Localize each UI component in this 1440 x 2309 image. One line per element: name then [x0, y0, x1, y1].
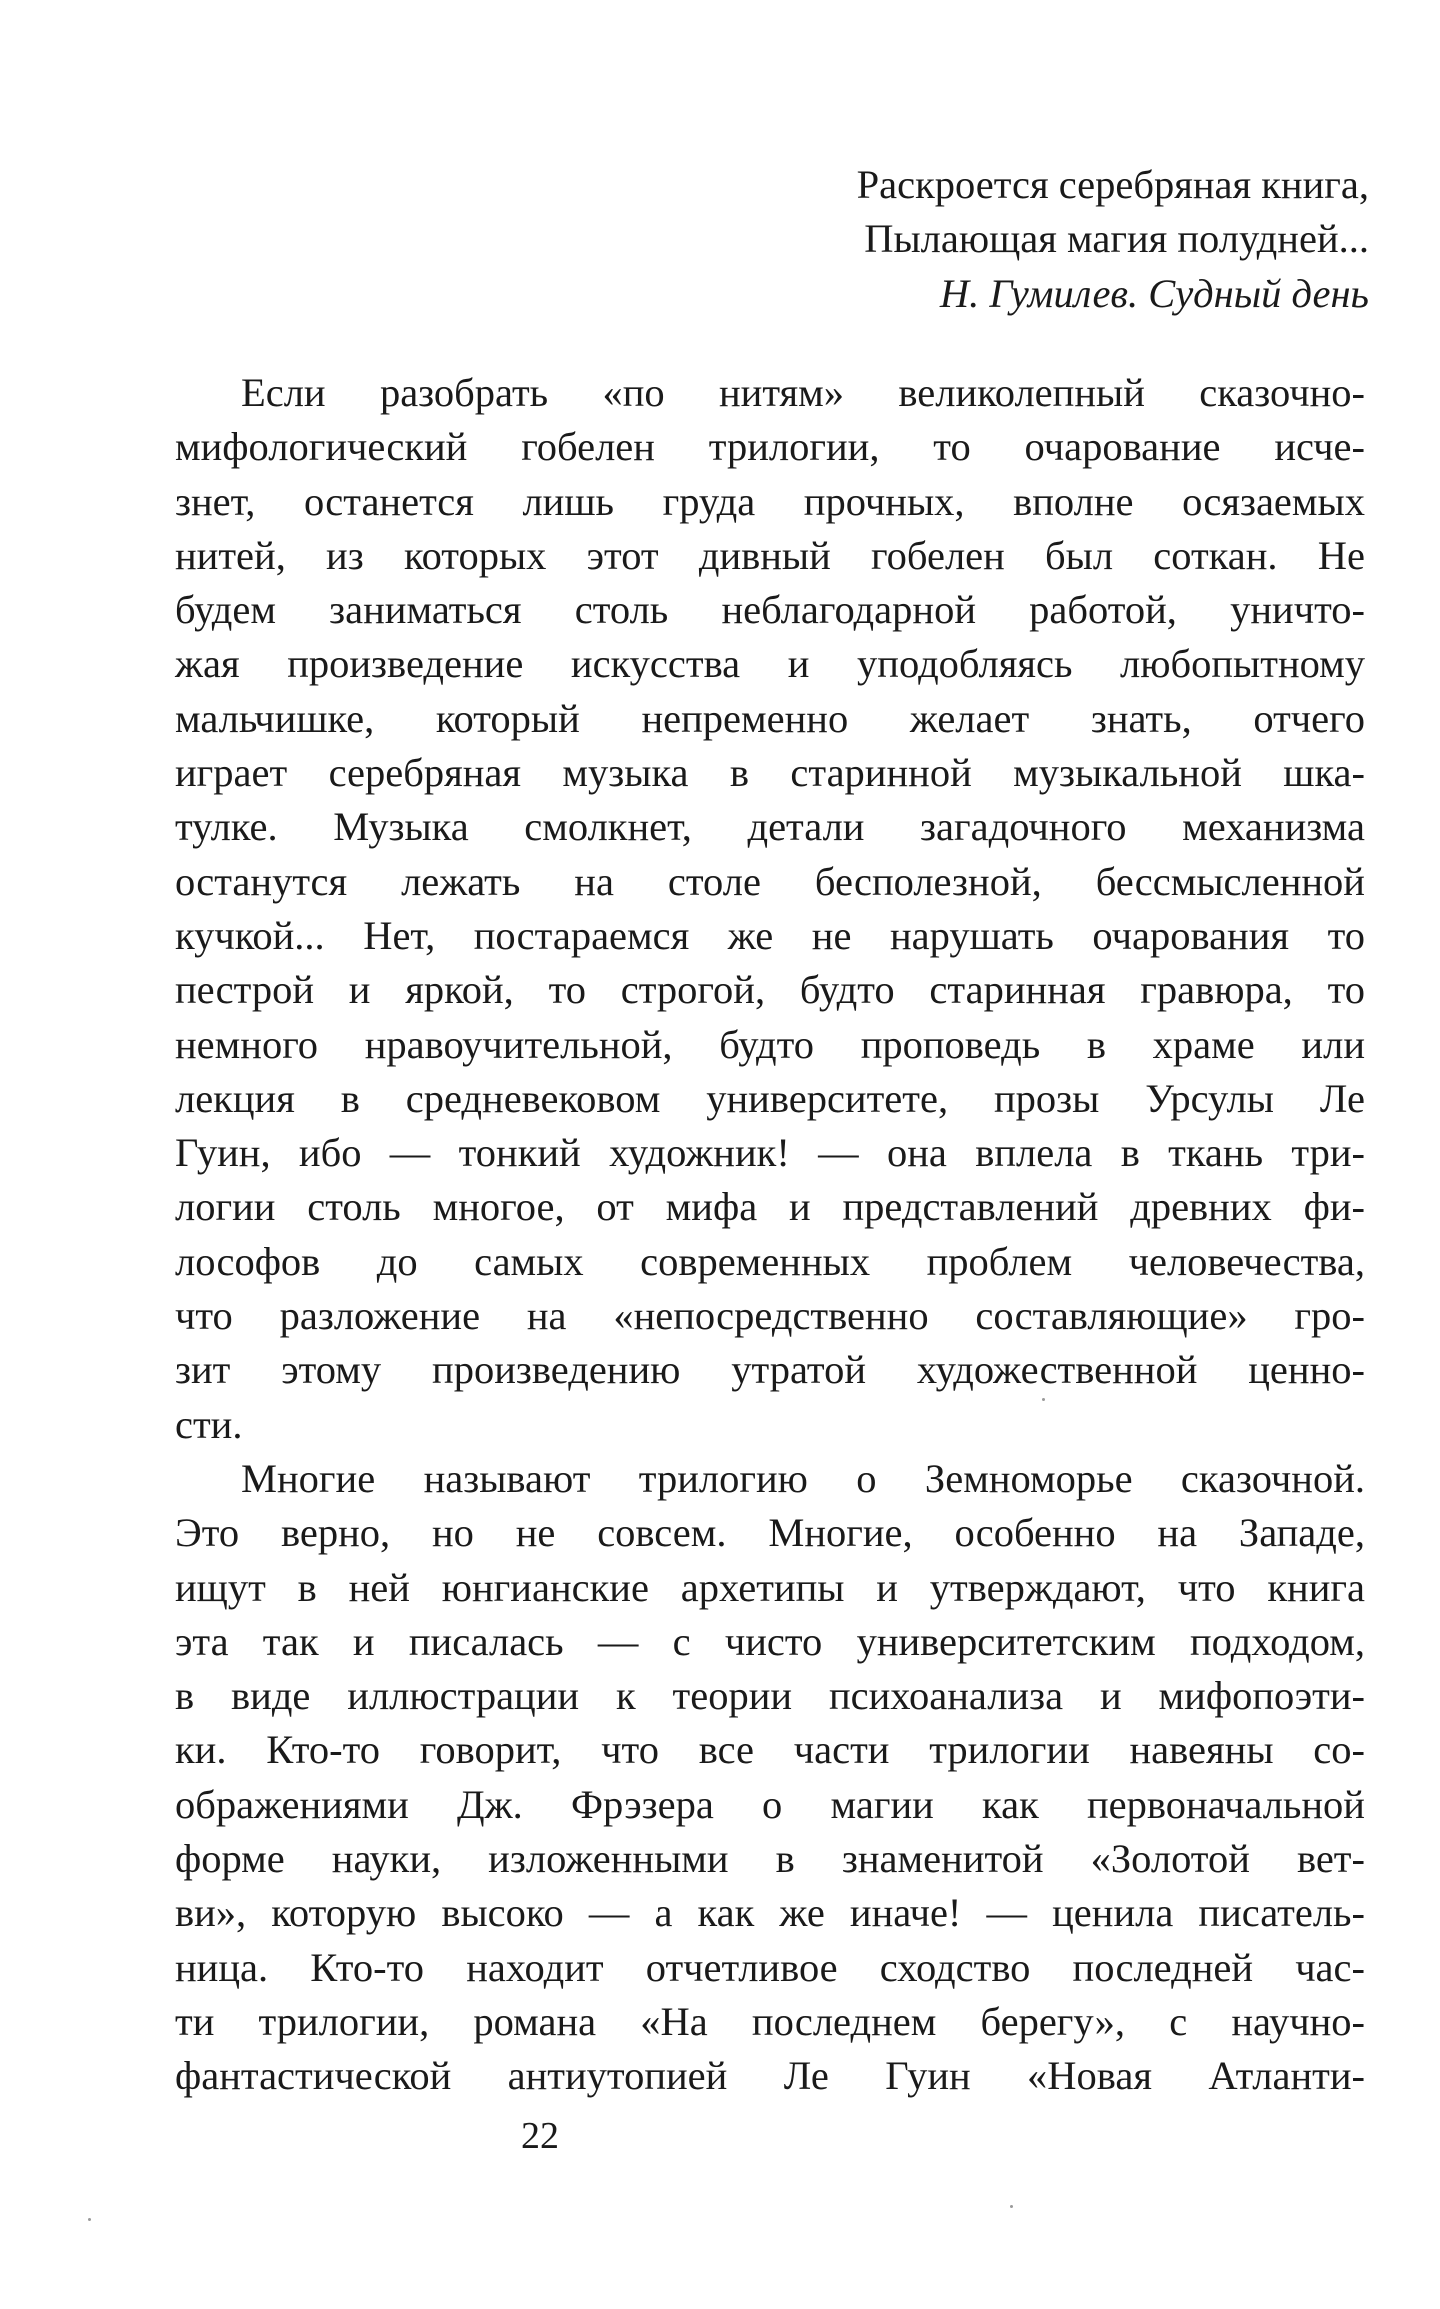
scan-speck — [1010, 2205, 1013, 2208]
epigraph-line-1: Раскроется серебряная книга, — [856, 162, 1369, 207]
text-line: кучкой... Нет, постараемся же не нарушать очарования то — [175, 912, 1365, 958]
text-line: ки. Кто-то говорит, что все части трилогии навеяны со- — [175, 1727, 1365, 1773]
text-line: мальчишке, который непременно желает знать, отчего — [175, 695, 1365, 741]
text-line: останутся лежать на столе бесполезной, бессмысленной — [175, 858, 1365, 904]
paragraph-1 — [175, 366, 1365, 1452]
text-line: мифологический гобелен трилогии, то очарование исче- — [175, 424, 1365, 470]
text-line: в виде иллюстрации к теории психоанализа и мифопоэти- — [175, 1673, 1365, 1719]
text-line: ищут в ней юнгианские архетипы и утверждают, что книга — [175, 1564, 1365, 1610]
text-line: ти трилогии, романа «На последнем берегу», с научно- — [175, 1998, 1365, 2044]
text-line: логии столь многое, от мифа и представлений древних фи- — [175, 1184, 1365, 1230]
text-line: что разложение на «непосредственно составляющие» гро- — [175, 1293, 1365, 1339]
text-line: Если разобрать «по нитям» великолепный сказочно- — [241, 370, 1365, 415]
text-line: ображениями Дж. Фрэзера о магии как первоначальной — [175, 1781, 1365, 1827]
text-line: будем заниматься столь неблагодарной работой, уничто- — [175, 587, 1365, 633]
text-line: немного нравоучительной, будто проповедь в храме или — [175, 1021, 1365, 1067]
text-line: эта так и писалась — с чисто университетским подходом, — [175, 1618, 1365, 1664]
text-line: тулке. Музыка смолкнет, детали загадочного механизма — [175, 804, 1365, 850]
text-line: пестрой и яркой, то строгой, будто старинная гравюра, то — [175, 967, 1365, 1013]
epigraph-source: Н. Гумилев. Судный день — [939, 270, 1369, 316]
epigraph — [857, 158, 1369, 321]
text-line: зит этому произведению утратой художественной ценно- — [175, 1347, 1365, 1393]
text-line: знет, останется лишь груда прочных, вполне осязаемых — [175, 478, 1365, 524]
text-line: ви», которую высоко — а как же иначе! — ценила писатель- — [175, 1890, 1365, 1936]
paragraph-2 — [175, 1452, 1365, 2104]
scan-speck — [88, 2218, 91, 2221]
page-number: 22 — [521, 2115, 559, 2157]
text-line: сти. — [175, 1401, 243, 1447]
text-line: лософов до самых современных проблем человечества, — [175, 1238, 1365, 1284]
text-line: Это верно, но не совсем. Многие, особенно на Западе, — [175, 1510, 1365, 1556]
text-line: фантастической антиутопией Ле Гуин «Новая Атланти- — [175, 2053, 1365, 2099]
body-text — [175, 366, 1365, 2104]
text-line: Гуин, ибо — тонкий художник! — она вплела в ткань три- — [175, 1130, 1365, 1176]
text-line: Многие называют трилогию о Земноморье сказочной. — [241, 1455, 1365, 1501]
text-line: форме науки, изложенными в знаменитой «Золотой вет- — [175, 1836, 1365, 1882]
text-line: нитей, из которых этот дивный гобелен был соткан. Не — [175, 532, 1365, 578]
text-line: жая произведение искусства и уподобляясь любопытному — [175, 641, 1365, 687]
scan-speck — [1042, 1398, 1045, 1401]
text-line: лекция в средневековом университете, прозы Урсулы Ле — [175, 1075, 1365, 1121]
text-line: играет серебряная музыка в старинной музыкальной шка- — [175, 750, 1365, 796]
text-line: ница. Кто-то находит отчетливое сходство последней час- — [175, 1944, 1365, 1990]
epigraph-line-2: Пылающая магия полудней... — [864, 216, 1369, 262]
